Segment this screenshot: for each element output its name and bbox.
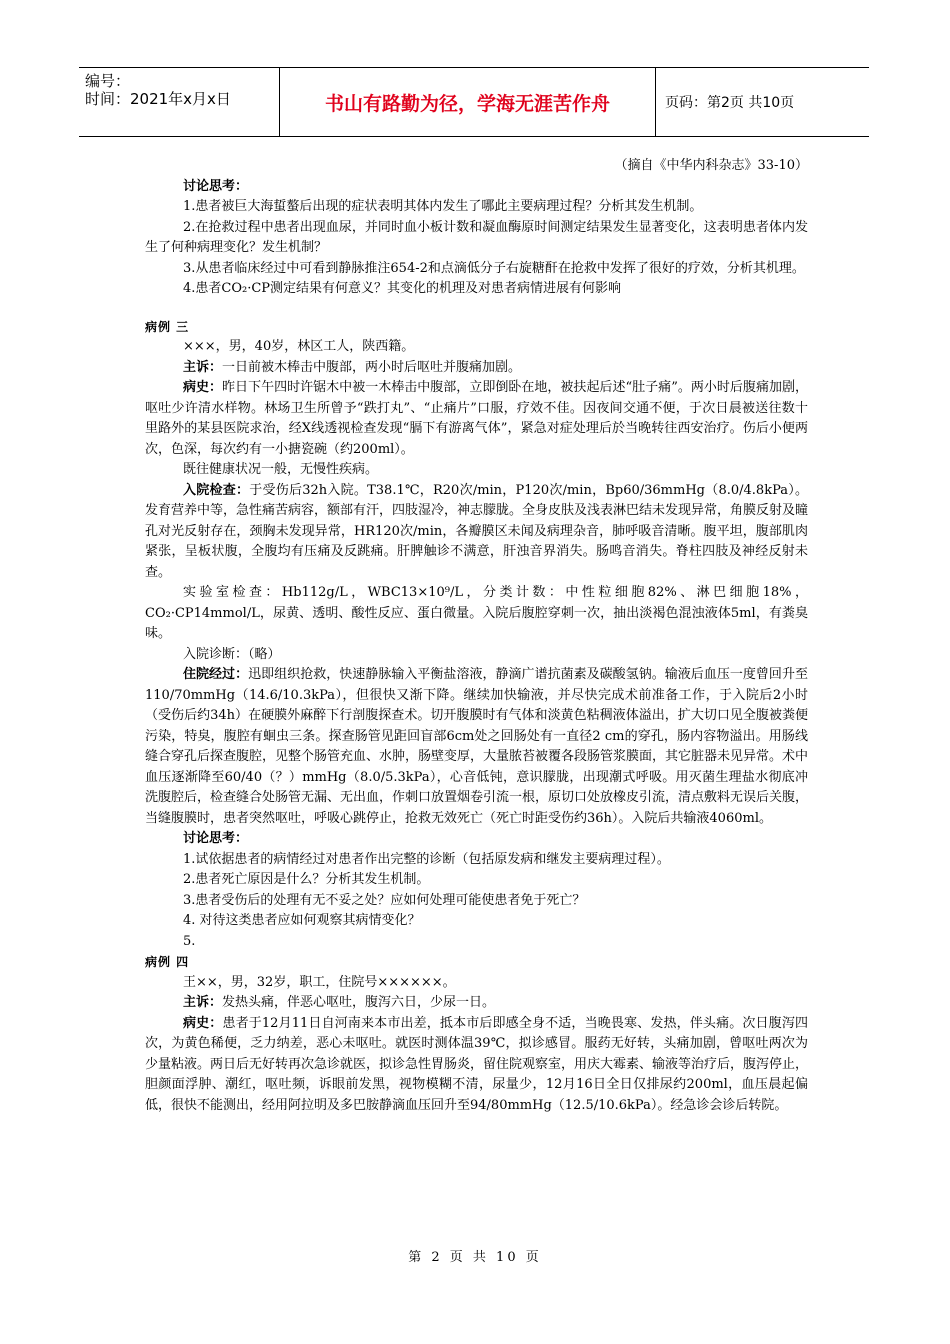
serial-number-label: 编号： [85,72,131,90]
discussion-title: 讨论思考： [183,178,249,194]
discussion-question: 3.从患者临床经过中可看到静脉推注654-2和点滴低分子右旋糖酐在抢救中发挥了很好的疗效，分析其机理。 [183,260,805,276]
history-text: 昨日下午四时许锯木中被一木棒击中腹部，立即倒卧在地，被扶起后述“肚子痛”。两小时后腹痛加剧，呕吐少许清水样物。林场卫生所曾予“跌打丸”、“止痛片”口服，疗效不佳。因夜间交通不便，于次日晨被送往数十里路外的某县医院求治，经X线透视检查发现“膈下有游离气体”，紧急对症处理后於当晚转往西安治疗。伤后小便两次，色深，每次约有一小搪瓷碗（约200ml）。 [145,380,808,457]
page-header [79,67,869,137]
course-text: 迅即组织抢救，快速静脉输入平衡盐溶液，静滴广谱抗菌素及碳酸氢钠。输液后血压一度曾回升至110/70mmHg（14.6/10.3kPa），但很快又渐下降。继续加快输液，并尽快完成术前准备工作，于入院后2小时（受伤后约34h）在硬膜外麻醉下行剖腹探查术。切开腹膜时有气体和淡黄色粘稠液体溢出，扩大切口见全腹被粪便污染，特臭，腹腔有蛔虫三条。探查肠管见距回盲部6cm处之回肠处有一直径2 cm的穿孔，肠内容物溢出。用肠线缝合穿孔后探查腹腔，见整个肠管充血、水肿，肠壁变厚，大量脓苔被覆各段肠管浆膜面，其它脏器未见异常。术中血压逐渐降至60/40（？）mmHg（8.0/5.3kPa），心音低钝，意识朦胧，出现潮式呼吸。用灭菌生理盐水彻底冲洗腹腔后，检查缝合处肠管无漏、无出血，作刺口放置烟卷引流一根，原切口处放橡皮引流，清点敷料无误后关腹，当缝腹膜时，患者突然呕吐，呼吸心跳停止，抢救无效死亡（死亡时距受伤约36h）。入院后共输液4060ml。 [145,667,809,826]
medical-history [145,1014,808,1117]
header-meta [79,68,280,136]
complaint-text: 一日前被木棒击中腹部，两小时后呕吐并腹痛加剧。 [222,359,522,375]
discussion-question: 3.患者受伤后的处理有无不妥之处？应如何处理可能使患者免于死亡？ [183,892,586,908]
case-intro: ×××，男，40岁，林区工人，陕西籍。 [183,339,415,354]
admission-diagnosis: 入院诊断：（略） [183,646,281,662]
case-title: 病例 三 [145,319,190,334]
document-body [145,156,808,1116]
discussion-question: 1.试依据患者的病情经过对患者作出完整的诊断（包括原发病和继发主要病理过程）。 [183,851,670,867]
history-label: 病史： [183,1015,223,1031]
complaint-label: 主诉： [183,359,223,375]
complaint-text: 发热头痛，伴恶心呕吐，腹泻六日，少尿一日。 [222,995,496,1010]
discussion-question: 4. 对待这类患者应如何观察其病情变化？ [183,913,421,928]
date-label: 时间：2021年x月x日 [85,90,231,108]
header-motto: 书山有路勤为径，学海无涯苦作舟 [280,68,656,136]
lab-exam: 实验室检查：Hb112g/L，WBC13×10⁹/L，分类计数：中性粒细胞82%、淋巴细胞18%，CO₂·CP14mmol/L，尿黄、透明、酸性反应、蛋白微量。入院后腹腔穿刺一次，抽出淡褐色混浊液体5ml，有粪臭味。 [145,585,808,641]
admission-exam [145,481,808,584]
hospital-course [145,665,808,829]
discussion-question: 2.在抢救过程中患者出现血尿，并同时血小板计数和凝血酶原时间测定结果发生显著变化，这表明患者体内发生了何种病理变化？发生机制？ [145,219,808,255]
page-footer: 第 2 页 共 10 页 [408,1250,542,1265]
chief-complaint [145,358,808,379]
history-label: 病史： [183,380,223,395]
citation: （摘自《中华内科杂志》33-10） [614,158,808,173]
discussion-question: 1.患者被巨大海蜇螯后出现的症状表明其体内发生了哪此主要病理过程？分析其发生机制。 [183,199,703,214]
exam-label: 入院检查： [183,482,250,498]
header-page-info: 页码：第2页 共10页 [665,95,795,111]
discussion-question: 4.患者CO₂·CP测定结果有何意义？其变化的机理及对患者病情进展有何影响 [183,281,622,296]
past-history: 既往健康状况一般，无慢性疾病。 [183,462,379,477]
exam-text: 于受伤后32h入院。T38.1℃，R20次/min，P120次/min，Bp60/36mmHg（8.0/4.8kPa）。发育营养中等，急性痛苦病容，额部有汗，四肢湿冷，神志朦胧。全身皮肤及浅表淋巴结未发现异常，角膜反射及瞳孔对光反射存在，颈胸未发现异常，HR120次/min，各瓣膜区未闻及病理杂音，肺呼吸音清晰。腹平坦，腹部肌肉紧张，呈板状腹，全腹均有压痛及反跳痛。肝脾触诊不满意，肝浊音界消失。肠鸣音消失。脊柱四肢及神经反射未查。 [145,482,809,580]
chief-complaint [145,993,808,1014]
course-label: 住院经过： [183,667,249,682]
case-title: 病例 四 [145,955,190,969]
discussion-question: 2.患者死亡原因是什么？分析其发生机制。 [183,872,430,887]
discussion-question: 5. [183,933,196,949]
spacer [145,300,808,317]
medical-history [145,378,808,460]
case-intro: 王××，男，32岁，职工，住院号××××××。 [183,974,456,990]
complaint-label: 主诉： [183,995,223,1010]
discussion-title: 讨论思考： [183,831,249,846]
history-text: 患者于12月11日自河南来本市出差，抵本市后即感全身不适，当晚畏寒、发热，伴头痛。次日腹泻四次，为黄色稀便，乏力纳差，恶心未呕吐。就医时测体温39℃，拟诊感冒。服药无好转，头痛加剧，曾呕吐两次为少量粘液。两日后无好转再次急诊就医，拟诊急性胃肠炎，留住院观察室，用庆大霉素、输液等治疗后，腹泻停止，胆颜面浮肿、潮红，呕吐频，诉眼前发黑，视物模糊不清，尿量少，12月16日全日仅排尿约200ml，血压晨起偏低，很快不能测出，经用阿拉明及多巴胺静滴血压回升至94/80mmHg（12.5/10.6kPa）。经急诊会诊后转院。 [145,1015,809,1113]
